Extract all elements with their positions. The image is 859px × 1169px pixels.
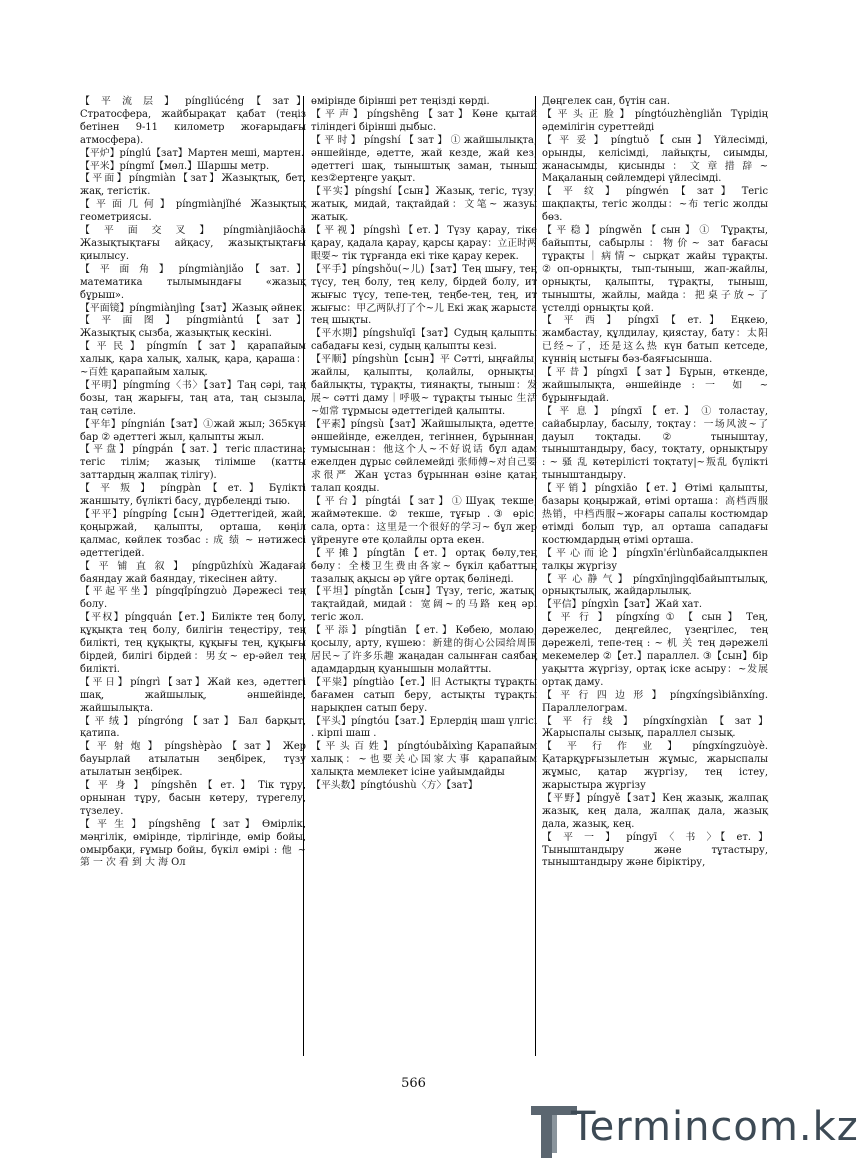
dictionary-entry: 【 平 盘 】 píngpán 【 зат. 】 тегіс пластина; тегіс тілім; жазық тілімше (катты заттардың жалпақ тілігу). bbox=[80, 444, 306, 482]
dictionary-entry: 【 平 行 四 边 形 】 píngxíngsìbiānxíng. Параллелограм. bbox=[542, 689, 768, 714]
dictionary-entry: 【 平 纹 】 píngwén 【 зат 】 Тегіс шақпақты, тегіс жолды：~布 тегіс жолды бөз. bbox=[542, 186, 768, 224]
dictionary-entry: 【平野】píngyě【зат】Кең жазық, жалпақ жазық, кең дала, жалпақ дала, жазық дала, жазық, кең. bbox=[542, 792, 768, 830]
dictionary-entry: 【平实】píngshí【сын】Жазық, тегіс, түзу, жатық, мидай, тақтайдай：文笔~ жазуы жатық. bbox=[311, 186, 537, 224]
dictionary-entry: 【 平 心 而 论 】 píngxīn'érlùnбайсалдыкпен талқы жүргізу bbox=[542, 547, 768, 572]
dictionary-entry: 【平摊】píngtān【ет.】ортақ бөлу,тең бөлу：全楼卫生费由各家~ бүкіл қабаттың тазалық ақысы әр үйге ортақ бөлінеді. bbox=[311, 547, 537, 585]
dictionary-entry: 【 平 叛 】 píngpàn 【 ет. 】 Бүлікті жаншыту, бүлікті басу, дүрбелеңді тыю. bbox=[80, 483, 306, 508]
dictionary-entry: 【平绒】píngróng【зат】Бал барқыт, қатипа. bbox=[80, 715, 306, 740]
dictionary-entry: 【平手】píngshǒu(~儿)【зат】Тең шығу, тең түсу, тең болу, тең келу, бірдей болу, ит жығыс түсу, тепе-тең, теңбе-тең, тең, ит жығыс：甲乙两队打了个~儿 Екі жақ жарыста тең шықты. bbox=[311, 263, 537, 327]
dictionary-entry: 【 平 行 作 业 】 píngxíngzuòyè. Қатарқұрғызылетын жұмыс, жарыспалы жұмыс, қатар жүргізу, тең істеу, жарыстыра жүргізу bbox=[542, 741, 768, 792]
dictionary-entry: 【 平 行 线 】 píngxíngxiàn 【 зат 】 Жарыспалы сызық, параллел сызық. bbox=[542, 715, 768, 740]
dictionary-entry: 【平销】píngxiāo【ет.】Өтімі қалыпты, базары қоңыржай, өтімі орташа：高档西服热销，中档西服~жоғары сапалы костюмдар өтімді болып тұр, ал орташа сападағы костюмдардың өтімі орташа. bbox=[542, 483, 768, 546]
dictionary-entry: 【平日】píngrì【зат】Жай кез, әдеттегі шақ, жайшылық, әншейінде, жайшылықта. bbox=[80, 676, 306, 714]
dictionary-entry: 【 平 行 】 píngxíng ① 【 сын 】 Тең, дәрежелес, деңгейлес, үзеңгілес, тең дәрежелі, тепе-тең : ~ 机 关 тең дәрежелі мекемелер ②【ет.】параллел. ③【сын】бір уақытта жүргізу, ортақ іске асыру：~发展 ортақ даму. bbox=[542, 612, 768, 688]
column-right bbox=[542, 96, 768, 1066]
dictionary-entry: 【平素】píngsù【зат】Жайшылықта, әдетте, әншейінде, ежелден, тегіннен, бұрыннан, тумысынан：他这个人~不好说话 бұл адам ежелден дұрыс сөйлемейді 张师傅~对自己要求很严 Жан ұстаз бұрыннан өзіне қатаң талап қояды. bbox=[311, 418, 537, 495]
dictionary-entry: 【 平 息 】 píngxī 【 ет. 】 ① толастау, сайабырлау, басылу, тоқтау：一场风波~了 дауыл тоқтады. ② тыныштау, тыныштандыру, басу, тоқтату, орнықтыру : ~ 骚 乱 көтерілісті тоқтату|~叛乱 бүлікті тыныштандыру. bbox=[542, 405, 768, 482]
dictionary-entry: 【平炉】pínglú【зат】Мартен меші, мартен. bbox=[80, 147, 305, 159]
dictionary-entry: 【 平 面 交 叉 】 píngmiànjiāochā Жазықтықтағы айқасу, жазықтықтағы қиылысу. bbox=[80, 225, 306, 262]
dictionary-entry: Дөңгелек сан, бүтін сан. bbox=[542, 96, 671, 107]
dictionary-entry: 【平顺】píngshùn【сын】平 Сәтті, ыңғайлы, жайлы, қалыпты, қолайлы, орнықты, байлықты, тұрақты, тиянақты, тыныш：发展~ сәтті даму｜呼吸~ тұрақты тыныс 生活~如常 тұрмысы әдеттегідей қалыпты. bbox=[311, 354, 537, 417]
dictionary-entry: 【平平】píngpíng【сын】Әдеттегідей, жай, қоңыржай, қалыпты, орташа, көңіл қалмас, көйлек тозбас : 成 绩 ~ нәтижесі әдеттегідей. bbox=[80, 509, 306, 559]
dictionary-entry: 【 平 妥 】 píngtuǒ 【 сын 】 Үйлесімді, орынды, келісімді, лайықты, сиымды, жанасымды, қисынды：文章措辞~ Мақаланың сөйлемдері үйлесімді. bbox=[542, 134, 768, 185]
column-left bbox=[80, 96, 306, 1066]
dictionary-entry: 【 平 一 】 píngyī 〈 书 〉【 ет. 】 Тыныштандыру және тұтастыру, тыныштандыру және біріктіру, bbox=[542, 831, 768, 869]
dictionary-entry: 【平添】píngtiān【ет.】Көбею, молаю, қосылу, арту, күшею：新建的街心公园给周围居民~了许多乐趣 жаңадан салынған саябақ адамдардың қуанышын молайтты. bbox=[311, 625, 537, 675]
dictionary-entry: 【平坦】píngtǎn【сын】Түзу, тегіс, жатық, тақтайдай, мидай：宽阔~的马路 кең әрі тегіс жол. bbox=[311, 586, 537, 624]
dictionary-entry: 【平头数】píngtóushù〈方〉【зат】 bbox=[311, 780, 478, 792]
dictionary-entry: 【 平 流 层 】 píngliúcéng 【 зат 】 Стратосфера, жайбырақат қабат (теңіз бетінен 9-11 километр жоғарыдағы атмосфера). bbox=[80, 96, 306, 146]
termincom-logo[interactable] bbox=[527, 1100, 859, 1160]
dictionary-entry: 【 平 民 】 píngmín 【 зат 】 қарапайым халық, қара халық, халық, қара, қараша：~百姓 қарапайым халық. bbox=[80, 341, 306, 379]
dictionary-entry: 【平起平坐】píngqǐpíngzuò Дәрежесі тең болу. bbox=[80, 586, 306, 611]
dictionary-entry: 【 平 铺 直 叙 】 píngpūzhíxù Жадағай баяндау жай баяндау, тікесінен айту. bbox=[80, 560, 306, 585]
dictionary-entry: 【平粜】píngtiào【ет.】旧 Астықты тұрақты бағамен сатып беру, астықты тұрақты нарықпен сатып беру. bbox=[311, 676, 537, 714]
dictionary-entry: 【 平 头 百 姓 】 píngtóubǎixìng Қарапайым халық：~也要关心国家大事 қарапайым халықта мемлекет ісіне уайымдайды bbox=[311, 741, 537, 779]
dictionary-entry: 【平昔】píngxī【зат】Бұрын, өткенде, жайшылықта, әншейінде : 一 如 ~ бұрынғыдай. bbox=[542, 367, 768, 404]
dictionary-entry: 【 平 身 】 píngshēn 【 ет. 】 Тік тұру, орнынан тұру, басын көтеру, түрегелу, түзелеу. bbox=[80, 780, 306, 817]
dictionary-entry: 【 平 射 炮 】 píngshèpào 【 зат 】 Жер бауырлай атылатын зеңбірек, түзу атылатын зеңбірек. bbox=[80, 741, 306, 779]
dictionary-entry: 【 平 面 图 】 píngmiàntú 【 зат 】 Жазықтық сызба, жазықтық кескіні. bbox=[80, 315, 306, 340]
column-middle bbox=[311, 96, 537, 1066]
dictionary-entry: 【平头正脸】píngtóuzhèngliǎn Түрідің әдемілігін суреттейді bbox=[542, 108, 768, 133]
dictionary-entry: 【平明】píngmíng〈书〉【зат】Таң сәрі, таң бозы, таң жарығы, таң ата, таң сызыла, таң сәтіле. bbox=[80, 379, 306, 417]
dictionary-entry: 【平声】píngshēng【зат】Көне қытай тіліндегі бірінші дыбыс. bbox=[311, 108, 537, 133]
dictionary-entry: 【平心静气】píngxīnjìngqìбайыптылық, орнықтылық, жайдарлылық. bbox=[542, 573, 768, 598]
dictionary-entry: 【平水期】píngshuǐqī【зат】Судың қалыпты сабадағы кезі, судың қалыпты кезі. bbox=[311, 328, 537, 353]
dictionary-entry: өмірінде бірінші рет теңізді көрді. bbox=[311, 96, 490, 107]
dictionary-entry: 【平信】píngxìn【зат】Жай хат. bbox=[542, 599, 702, 611]
dictionary-entry: 【 平 生 】 píngshēng 【 зат 】 Өмірлік, мәңгілік, өмірінде, тірлігінде, өмір бойы, омырбақи, ғұмыр бойы, бүкіл өмірі : 他 ~ 第 一 次 看 到 大 海 Ол bbox=[80, 818, 306, 869]
dictionary-entry: 【平面镜】píngmiànjìng【зат】Жазық әйнек. bbox=[80, 302, 306, 314]
dictionary-entry: 【平面几何】píngmiànjǐhé Жазықтық геометриясы. bbox=[80, 199, 306, 224]
logo-text: Termincom.kz bbox=[571, 1104, 859, 1150]
page-number: 566 bbox=[401, 1076, 426, 1091]
dictionary-entry: 【 平 西 】 píngxī 【 ет. 】 Еңкею, жамбастау, құлдилау, қиястау, бату：太阳已经~了，还是这么热 күн батып кетседе, күннің ыстығы бәз-баяғысынша. bbox=[542, 315, 768, 366]
dictionary-entry: 【平稳】píngwěn【сын】① Тұрақты, байыпты, сабырлы：物价~ зат бағасы тұрақты｜病情~ сырқат жайы тұрақты. ②оп-орнықты, тып-тыныш, жап-жайлы, орнықты, қалыпты, тұрақты, тыныш, тынышты, жайлы, майда：把桌子放~了 үстелді орнықты қой. bbox=[542, 225, 768, 314]
dictionary-entry: 【平年】píngnián【зат】①жай жыл; 365күн бар ② әдеттегі жыл, қалыпты жыл. bbox=[80, 418, 306, 443]
dictionary-entry: 【平面】píngmiàn【зат】Жазықтық, бет, жақ, тегістік. bbox=[80, 173, 306, 198]
dictionary-entry: 【平头】píngtóu【зат.】Ерлердің шаш үлгісі . кірпі шаш . bbox=[311, 715, 537, 740]
dictionary-entry: 【平权】píngquán【ет.】Билікте тең болу, құқықта тең болу, билігін теңестіру, тең биліктi, тең құқықты, құқығы тең, құқығы бірдей, билігі бірдей：男女~ ер-әйел тең билікті. bbox=[80, 612, 306, 675]
dictionary-entry: 【平台】píngtái【зат】①Шуақ текше, жаймәтекше. ② текше, тұғыр .③ өріс, сала, орта：这里是一个很好的学习~ бұл жер үйренуге өте қолайлы орта екен. bbox=[311, 496, 537, 546]
dictionary-entry: 【平时】píngshí【зат】①жайшылықта, әншейінде, әдетте, жай кезде, жай кез, әдеттегі шақ, тыныштық заман, тыныш кез②ертеңге уақыт. bbox=[311, 134, 537, 185]
dictionary-entry: 【 平 面 角 】 píngmiànjiǎo 【 зат. 】 математика тылымындағы «жазық бұрыш». bbox=[80, 263, 306, 301]
dictionary-entry: 【平米】píngmǐ【мөл.】Шаршы метр. bbox=[80, 160, 270, 172]
dictionary-entry: 【平视】píngshì【ет.】Түзу қарау, тіке қарау, қадала қарау, қарсы қарау：立正时两眼要~ тік тұрғанда екі тіке қарау керек. bbox=[311, 225, 537, 262]
